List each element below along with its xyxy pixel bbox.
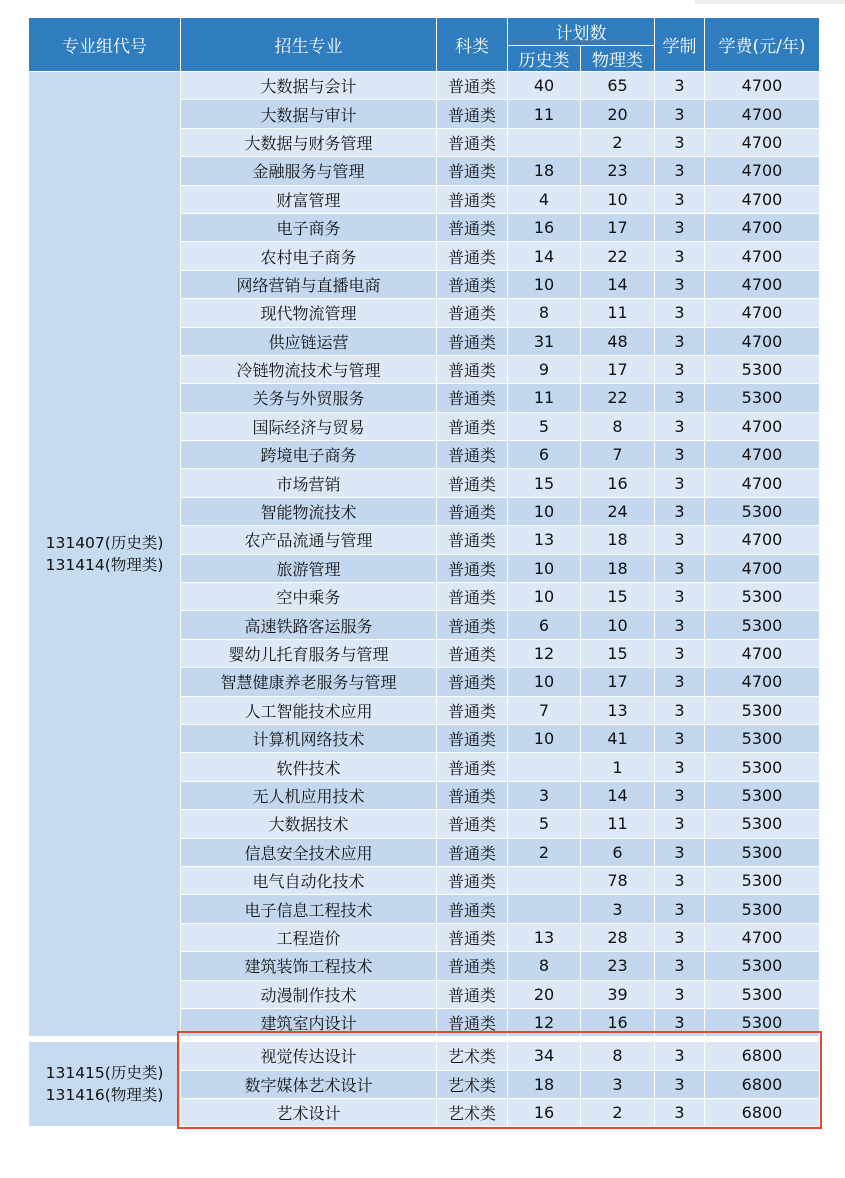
history-count-cell: 10	[508, 583, 581, 611]
major-cell: 艺术设计	[181, 1099, 437, 1127]
major-cell: 跨境电子商务	[181, 441, 437, 469]
physics-count-cell: 15	[581, 583, 655, 611]
category-cell: 普通类	[437, 384, 508, 412]
fee-cell: 4700	[705, 72, 820, 100]
years-cell: 3	[655, 1099, 705, 1127]
years-cell: 3	[655, 213, 705, 241]
category-cell: 普通类	[437, 866, 508, 894]
years-cell: 3	[655, 384, 705, 412]
years-cell: 3	[655, 895, 705, 923]
years-cell: 3	[655, 128, 705, 156]
fee-cell: 5300	[705, 355, 820, 383]
header-history: 历史类	[508, 46, 581, 72]
fee-cell: 4700	[705, 270, 820, 298]
category-cell: 艺术类	[437, 1099, 508, 1127]
years-cell: 3	[655, 72, 705, 100]
years-cell: 3	[655, 923, 705, 951]
fee-cell: 4700	[705, 469, 820, 497]
years-cell: 3	[655, 838, 705, 866]
major-cell: 人工智能技术应用	[181, 696, 437, 724]
physics-count-cell: 17	[581, 213, 655, 241]
physics-count-cell: 48	[581, 327, 655, 355]
category-cell: 普通类	[437, 441, 508, 469]
fee-cell: 5300	[705, 384, 820, 412]
major-cell: 工程造价	[181, 923, 437, 951]
table-row	[29, 72, 820, 100]
category-cell: 普通类	[437, 980, 508, 1008]
history-count-cell	[508, 895, 581, 923]
fee-cell: 4700	[705, 441, 820, 469]
category-cell: 普通类	[437, 781, 508, 809]
category-cell: 普通类	[437, 497, 508, 525]
years-cell: 3	[655, 1042, 705, 1070]
physics-count-cell: 39	[581, 980, 655, 1008]
history-count-cell: 8	[508, 952, 581, 980]
physics-count-cell: 2	[581, 128, 655, 156]
major-cell: 智能物流技术	[181, 497, 437, 525]
group-code-cell	[29, 1042, 181, 1127]
major-cell: 大数据与财务管理	[181, 128, 437, 156]
history-count-cell: 10	[508, 724, 581, 752]
header-plan: 计划数	[508, 18, 655, 46]
history-count-cell	[508, 866, 581, 894]
physics-count-cell: 22	[581, 242, 655, 270]
major-cell: 无人机应用技术	[181, 781, 437, 809]
fee-cell: 5300	[705, 696, 820, 724]
fee-cell: 4700	[705, 128, 820, 156]
physics-count-cell: 8	[581, 412, 655, 440]
physics-count-cell: 1	[581, 753, 655, 781]
years-cell: 3	[655, 497, 705, 525]
years-cell: 3	[655, 781, 705, 809]
history-count-cell: 9	[508, 355, 581, 383]
major-cell: 旅游管理	[181, 554, 437, 582]
major-cell: 国际经济与贸易	[181, 412, 437, 440]
major-cell: 财富管理	[181, 185, 437, 213]
major-cell: 高速铁路客运服务	[181, 611, 437, 639]
fee-cell: 6800	[705, 1099, 820, 1127]
fee-cell: 4700	[705, 185, 820, 213]
physics-count-cell: 18	[581, 554, 655, 582]
fee-cell: 5300	[705, 810, 820, 838]
category-cell: 普通类	[437, 583, 508, 611]
fee-cell: 5300	[705, 497, 820, 525]
years-cell: 3	[655, 100, 705, 128]
history-count-cell: 18	[508, 157, 581, 185]
years-cell: 3	[655, 242, 705, 270]
fee-cell: 5300	[705, 611, 820, 639]
fee-cell: 4700	[705, 639, 820, 667]
physics-count-cell: 24	[581, 497, 655, 525]
major-cell: 供应链运营	[181, 327, 437, 355]
fee-cell: 5300	[705, 1008, 820, 1036]
header-years: 学制	[655, 18, 705, 72]
table-row	[29, 1042, 820, 1070]
physics-count-cell: 28	[581, 923, 655, 951]
years-cell: 3	[655, 810, 705, 838]
major-cell: 建筑装饰工程技术	[181, 952, 437, 980]
years-cell: 3	[655, 469, 705, 497]
years-cell: 3	[655, 1008, 705, 1036]
years-cell: 3	[655, 866, 705, 894]
physics-count-cell: 7	[581, 441, 655, 469]
major-cell: 软件技术	[181, 753, 437, 781]
history-count-cell: 6	[508, 441, 581, 469]
fee-cell: 6800	[705, 1070, 820, 1098]
years-cell: 3	[655, 157, 705, 185]
history-count-cell: 4	[508, 185, 581, 213]
years-cell: 3	[655, 724, 705, 752]
major-cell: 大数据与审计	[181, 100, 437, 128]
physics-count-cell: 16	[581, 1008, 655, 1036]
major-cell: 农村电子商务	[181, 242, 437, 270]
years-cell: 3	[655, 639, 705, 667]
header-fee: 学费(元/年)	[705, 18, 820, 72]
years-cell: 3	[655, 952, 705, 980]
physics-count-cell: 23	[581, 157, 655, 185]
major-cell: 电气自动化技术	[181, 866, 437, 894]
physics-count-cell: 15	[581, 639, 655, 667]
fee-cell: 5300	[705, 952, 820, 980]
major-cell: 大数据技术	[181, 810, 437, 838]
history-count-cell	[508, 753, 581, 781]
physics-count-cell: 14	[581, 270, 655, 298]
category-cell: 普通类	[437, 469, 508, 497]
physics-count-cell: 18	[581, 526, 655, 554]
major-cell: 动漫制作技术	[181, 980, 437, 1008]
history-count-cell: 12	[508, 1008, 581, 1036]
years-cell: 3	[655, 696, 705, 724]
header-major: 招生专业	[181, 18, 437, 72]
major-cell: 婴幼儿托育服务与管理	[181, 639, 437, 667]
category-cell: 普通类	[437, 213, 508, 241]
category-cell: 普通类	[437, 952, 508, 980]
category-cell: 普通类	[437, 923, 508, 951]
admission-plan-table	[28, 17, 820, 1127]
fee-cell: 4700	[705, 412, 820, 440]
fee-cell: 5300	[705, 781, 820, 809]
fee-cell: 5300	[705, 895, 820, 923]
major-cell: 关务与外贸服务	[181, 384, 437, 412]
category-cell: 普通类	[437, 611, 508, 639]
fee-cell: 5300	[705, 838, 820, 866]
category-cell: 普通类	[437, 895, 508, 923]
major-cell: 信息安全技术应用	[181, 838, 437, 866]
physics-count-cell: 6	[581, 838, 655, 866]
years-cell: 3	[655, 1070, 705, 1098]
header-group-code: 专业组代号	[29, 18, 181, 72]
history-count-cell: 2	[508, 838, 581, 866]
history-count-cell: 10	[508, 270, 581, 298]
major-cell: 建筑室内设计	[181, 1008, 437, 1036]
physics-count-cell: 8	[581, 1042, 655, 1070]
history-count-cell: 20	[508, 980, 581, 1008]
fee-cell: 6800	[705, 1042, 820, 1070]
years-cell: 3	[655, 355, 705, 383]
history-count-cell: 13	[508, 526, 581, 554]
fee-cell: 5300	[705, 583, 820, 611]
group-code-physics: 131414(物理类)	[45, 556, 164, 575]
history-count-cell: 15	[508, 469, 581, 497]
category-cell: 普通类	[437, 355, 508, 383]
years-cell: 3	[655, 583, 705, 611]
category-cell: 普通类	[437, 526, 508, 554]
physics-count-cell: 41	[581, 724, 655, 752]
physics-count-cell: 17	[581, 668, 655, 696]
group-code-physics: 131416(物理类)	[45, 1086, 164, 1105]
physics-count-cell: 2	[581, 1099, 655, 1127]
category-cell: 普通类	[437, 753, 508, 781]
history-count-cell: 18	[508, 1070, 581, 1098]
major-cell: 智慧健康养老服务与管理	[181, 668, 437, 696]
header-category: 科类	[437, 18, 508, 72]
category-cell: 普通类	[437, 810, 508, 838]
history-count-cell: 40	[508, 72, 581, 100]
major-cell: 网络营销与直播电商	[181, 270, 437, 298]
physics-count-cell: 20	[581, 100, 655, 128]
history-count-cell: 12	[508, 639, 581, 667]
years-cell: 3	[655, 611, 705, 639]
major-cell: 电子信息工程技术	[181, 895, 437, 923]
major-cell: 冷链物流技术与管理	[181, 355, 437, 383]
years-cell: 3	[655, 270, 705, 298]
category-cell: 普通类	[437, 242, 508, 270]
years-cell: 3	[655, 526, 705, 554]
group-code-history: 131407(历史类)	[45, 534, 164, 553]
years-cell: 3	[655, 412, 705, 440]
admission-plan-table-wrapper	[28, 17, 820, 1127]
category-cell: 普通类	[437, 128, 508, 156]
major-cell: 计算机网络技术	[181, 724, 437, 752]
years-cell: 3	[655, 668, 705, 696]
history-count-cell: 7	[508, 696, 581, 724]
category-cell: 普通类	[437, 72, 508, 100]
category-cell: 普通类	[437, 668, 508, 696]
physics-count-cell: 78	[581, 866, 655, 894]
history-count-cell: 16	[508, 213, 581, 241]
fee-cell: 4700	[705, 157, 820, 185]
physics-count-cell: 3	[581, 895, 655, 923]
physics-count-cell: 3	[581, 1070, 655, 1098]
history-count-cell: 5	[508, 412, 581, 440]
years-cell: 3	[655, 554, 705, 582]
fee-cell: 5300	[705, 753, 820, 781]
years-cell: 3	[655, 753, 705, 781]
fee-cell: 4700	[705, 668, 820, 696]
category-cell: 普通类	[437, 270, 508, 298]
physics-count-cell: 22	[581, 384, 655, 412]
physics-count-cell: 17	[581, 355, 655, 383]
history-count-cell: 34	[508, 1042, 581, 1070]
major-cell: 视觉传达设计	[181, 1042, 437, 1070]
physics-count-cell: 16	[581, 469, 655, 497]
major-cell: 大数据与会计	[181, 72, 437, 100]
physics-count-cell: 65	[581, 72, 655, 100]
history-count-cell: 10	[508, 554, 581, 582]
table-header	[29, 18, 820, 72]
fee-cell: 4700	[705, 242, 820, 270]
category-cell: 艺术类	[437, 1042, 508, 1070]
major-cell: 电子商务	[181, 213, 437, 241]
history-count-cell: 5	[508, 810, 581, 838]
category-cell: 普通类	[437, 639, 508, 667]
fee-cell: 4700	[705, 213, 820, 241]
major-cell: 农产品流通与管理	[181, 526, 437, 554]
major-cell: 数字媒体艺术设计	[181, 1070, 437, 1098]
physics-count-cell: 23	[581, 952, 655, 980]
history-count-cell: 11	[508, 384, 581, 412]
physics-count-cell: 10	[581, 611, 655, 639]
category-cell: 普通类	[437, 554, 508, 582]
group-code-history: 131415(历史类)	[45, 1064, 164, 1083]
physics-count-cell: 11	[581, 810, 655, 838]
physics-count-cell: 10	[581, 185, 655, 213]
fee-cell: 5300	[705, 724, 820, 752]
category-cell: 普通类	[437, 327, 508, 355]
major-cell: 空中乘务	[181, 583, 437, 611]
major-cell: 现代物流管理	[181, 299, 437, 327]
fee-cell: 5300	[705, 866, 820, 894]
category-cell: 普通类	[437, 724, 508, 752]
top-edge-shadow	[695, 0, 845, 4]
category-cell: 普通类	[437, 299, 508, 327]
physics-count-cell: 14	[581, 781, 655, 809]
history-count-cell: 10	[508, 668, 581, 696]
category-cell: 普通类	[437, 157, 508, 185]
fee-cell: 4700	[705, 526, 820, 554]
category-cell: 普通类	[437, 838, 508, 866]
history-count-cell: 8	[508, 299, 581, 327]
history-count-cell: 11	[508, 100, 581, 128]
years-cell: 3	[655, 185, 705, 213]
history-count-cell	[508, 128, 581, 156]
years-cell: 3	[655, 299, 705, 327]
category-cell: 普通类	[437, 185, 508, 213]
category-cell: 普通类	[437, 1008, 508, 1036]
years-cell: 3	[655, 441, 705, 469]
category-cell: 普通类	[437, 412, 508, 440]
fee-cell: 5300	[705, 980, 820, 1008]
history-count-cell: 10	[508, 497, 581, 525]
fee-cell: 4700	[705, 923, 820, 951]
group-code-cell	[29, 72, 181, 1037]
years-cell: 3	[655, 980, 705, 1008]
major-cell: 市场营销	[181, 469, 437, 497]
category-cell: 普通类	[437, 100, 508, 128]
category-cell: 普通类	[437, 696, 508, 724]
major-cell: 金融服务与管理	[181, 157, 437, 185]
fee-cell: 4700	[705, 327, 820, 355]
physics-count-cell: 13	[581, 696, 655, 724]
physics-count-cell: 11	[581, 299, 655, 327]
category-cell: 艺术类	[437, 1070, 508, 1098]
header-physics: 物理类	[581, 46, 655, 72]
fee-cell: 4700	[705, 100, 820, 128]
years-cell: 3	[655, 327, 705, 355]
history-count-cell: 3	[508, 781, 581, 809]
fee-cell: 4700	[705, 299, 820, 327]
history-count-cell: 31	[508, 327, 581, 355]
history-count-cell: 14	[508, 242, 581, 270]
history-count-cell: 13	[508, 923, 581, 951]
history-count-cell: 16	[508, 1099, 581, 1127]
fee-cell: 4700	[705, 554, 820, 582]
table-body	[29, 72, 820, 1127]
history-count-cell: 6	[508, 611, 581, 639]
